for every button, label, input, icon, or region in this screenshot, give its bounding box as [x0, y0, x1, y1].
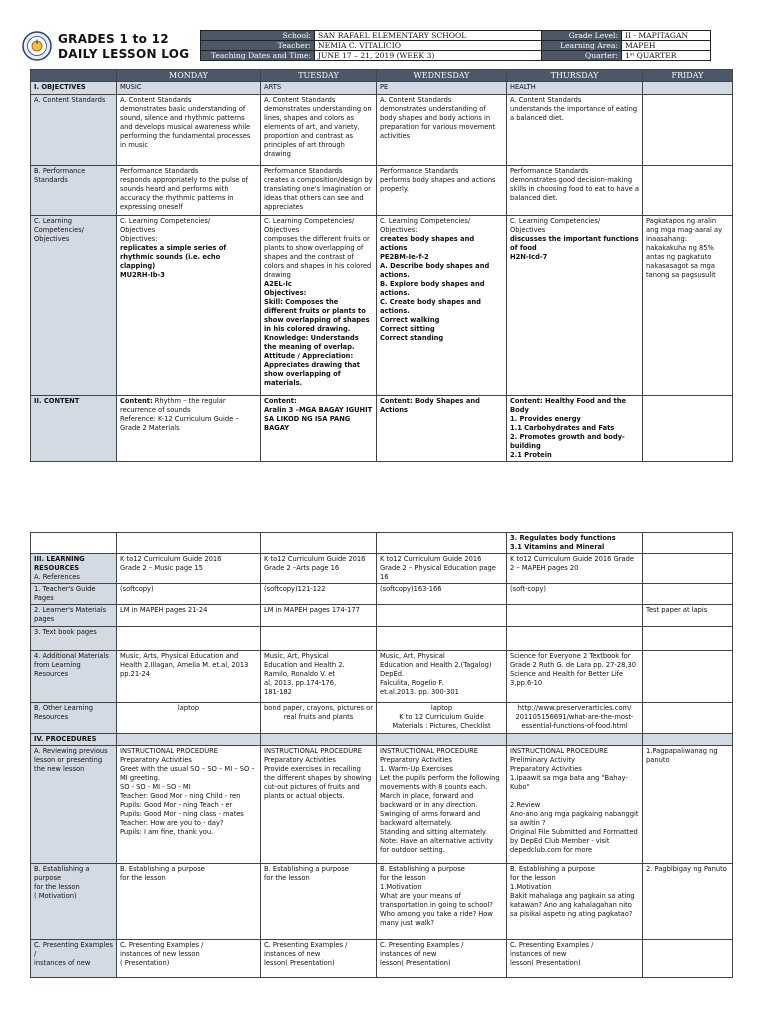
resources-mon: K to12 Curriculum Guide 2016 Grade 2 – Music page 15	[117, 554, 261, 584]
procedures-wed	[377, 734, 507, 746]
quarter-value: 1ˢᵗ QUARTER	[622, 51, 711, 61]
grade-level-value: II - MAPITAGAN	[622, 31, 711, 41]
teacher-label: Teacher:	[201, 41, 315, 51]
content-row	[31, 396, 733, 462]
continued-mon	[117, 533, 261, 554]
content-mon-text: Rhythm – the regular recurrence of sounds Reference: K-12 Curriculum Guide – Grade 2 Materials	[120, 397, 239, 432]
additional-materials-mon: Music, Arts, Physical Education and Health 2.Illagan, Amelia M. et.al, 2013 pp.21-24	[117, 651, 261, 703]
procedures-mon	[117, 734, 261, 746]
reviewing-lesson-thu: INSTRUCTIONAL PROCEDURE Preliminary Activity Preparatory Activities 1.Ipaawit sa mga bata ang "Bahay-Kubo" 2.Review Ano-ano ang mga pagkaing nabanggit sa awitin ? Original File Submitted and Formatted by DepEd Club Member - visit depedclub.com for more	[507, 746, 643, 864]
lesson-log-table-page-1	[30, 69, 733, 462]
procedures-fri	[643, 734, 733, 746]
objectives-wed: PE	[377, 82, 507, 95]
presenting-examples-fri	[643, 940, 733, 978]
day-friday: FRIDAY	[643, 70, 733, 82]
content-standards-thu: A. Content Standards understands the importance of eating a balanced diet.	[507, 95, 643, 166]
textbook-pages-tue	[261, 627, 377, 651]
objectives-tue: ARTS	[261, 82, 377, 95]
establishing-purpose-row	[31, 864, 733, 940]
content-label: II. CONTENT	[31, 396, 117, 462]
teachers-guide-mon: (softcopy)	[117, 584, 261, 605]
day-header-row	[31, 70, 733, 82]
competencies-mon	[117, 216, 261, 396]
objectives-thu: HEALTH	[507, 82, 643, 95]
continued-tue	[261, 533, 377, 554]
learning-resources-heading: III. LEARNING RESOURCES	[34, 555, 85, 572]
competencies-mon-objective: replicates a simple series of rhythmic sounds (i.e. echo clapping) MU2RH-Ib-3	[120, 244, 227, 279]
references-label: A. References	[34, 573, 80, 581]
presenting-examples-thu: C. Presenting Examples / instances of new lesson( Presentation)	[507, 940, 643, 978]
content-standards-row	[31, 95, 733, 166]
teaching-dates-value: JUNE 17 – 21, 2019 (WEEK 3)	[315, 51, 542, 61]
learning-resources-row	[31, 554, 733, 584]
quarter-label: Quarter:	[542, 51, 622, 61]
day-tuesday: TUESDAY	[261, 70, 377, 82]
competencies-thu-objective: discusses the important functions of food H2N-Icd-7	[510, 235, 639, 261]
teachers-guide-thu: (soft-copy)	[507, 584, 643, 605]
teachers-guide-fri	[643, 584, 733, 605]
establishing-purpose-tue: B. Establishing a purpose for the lesson	[261, 864, 377, 940]
deped-seal-icon	[22, 31, 52, 61]
other-resources-mon: laptop	[117, 703, 261, 734]
presenting-examples-label: C. Presenting Examples / instances of new	[31, 940, 117, 978]
title-line-1: GRADES 1 to 12	[58, 32, 169, 46]
presenting-examples-wed: C. Presenting Examples / instances of new lesson( Presentation)	[377, 940, 507, 978]
textbook-pages-row	[31, 627, 733, 651]
establishing-purpose-mon: B. Establishing a purpose for the lesson	[117, 864, 261, 940]
reviewing-lesson-row	[31, 746, 733, 864]
learners-materials-thu	[507, 605, 643, 627]
procedures-row	[31, 734, 733, 746]
presenting-examples-tue: C. Presenting Examples / instances of new lesson( Presentation)	[261, 940, 377, 978]
other-resources-fri	[643, 703, 733, 734]
teachers-guide-row	[31, 584, 733, 605]
establishing-purpose-wed: B. Establishing a purpose for the lesson 1.Motivation What are your means of transportation in going to school? Who among you take a ride? How many just walk?	[377, 864, 507, 940]
continued-label	[31, 533, 117, 554]
title-line-2: DAILY LESSON LOG	[58, 47, 190, 61]
competencies-mon-text: C. Learning Competencies/ Objectives Objectives:	[120, 217, 211, 243]
learning-area-label: Learning Area:	[542, 41, 622, 51]
additional-materials-tue: Music, Art, Physical Education and Health 2. Ramilo, Ronaldo V. et al, 2013. pp.174-176, 181-182	[261, 651, 377, 703]
teachers-guide-label: 1. Teacher's Guide Pages	[31, 584, 117, 605]
textbook-pages-mon	[117, 627, 261, 651]
learning-resources-label	[31, 554, 117, 584]
content-mon-heading: Content:	[120, 397, 153, 405]
lesson-log-table-page-2	[30, 532, 733, 978]
establishing-purpose-fri: 2. Pagbibigay ng Panuto	[643, 864, 733, 940]
textbook-pages-wed	[377, 627, 507, 651]
content-standards-wed: A. Content Standards demonstrates understanding of body shapes and body actions in preparation for various movement activities	[377, 95, 507, 166]
continued-fri	[643, 533, 733, 554]
textbook-pages-fri	[643, 627, 733, 651]
document-title	[58, 32, 189, 62]
competencies-wed-objective: creates body shapes and actions PE2BM-Ie-f-2 A. Describe body shapes and actions. B. Explore body shapes and actions. C. Create body shapes and actions. Correct walking Correct sitting Correct standing	[380, 235, 490, 342]
content-fri	[643, 396, 733, 462]
day-monday: MONDAY	[117, 70, 261, 82]
other-resources-thu: http://www.preserverarticles.com/ 201105156691/what-are-the-most-essential-functions-of-food.html	[507, 703, 643, 734]
continued-wed	[377, 533, 507, 554]
learning-area-value: MAPEH	[622, 41, 711, 51]
competencies-tue-text: C. Learning Competencies/ Objectives composes the different fruits or plants to show overlapping of shapes and the contrast of colors and shapes in his colored drawing	[264, 217, 372, 279]
learning-competencies-label: C. Learning Competencies/ Objectives	[31, 216, 117, 396]
teacher-value: NEMIA C. VITALICIO	[315, 41, 542, 51]
performance-standards-fri	[643, 166, 733, 216]
performance-standards-thu: Performance Standards demonstrates good decision-making skills in choosing food to eat to have a balanced diet.	[507, 166, 643, 216]
day-thursday: THURSDAY	[507, 70, 643, 82]
other-resources-label: B. Other Learning Resources	[31, 703, 117, 734]
presenting-examples-row	[31, 940, 733, 978]
resources-wed: K to12 Curriculum Guide 2016 Grade 2 – Physical Education page 16	[377, 554, 507, 584]
competencies-fri: Pagkatapos ng aralin ang mga mag-aaral ay inaasahang: nakakakuha ng 85% antas ng pagkatuto nakasasagot sa mga tanong sa pagsusulit	[643, 216, 733, 396]
content-standards-fri	[643, 95, 733, 166]
learners-materials-fri: Test paper at lapis	[643, 605, 733, 627]
teachers-guide-tue: (softcopy)121-122	[261, 584, 377, 605]
school-info-table	[200, 30, 711, 61]
competencies-wed-text: C. Learning Competencies/ Objectives:	[380, 217, 471, 234]
resources-tue: K to12 Curriculum Guide 2016 Grade 2 –Arts page 16	[261, 554, 377, 584]
learners-materials-row	[31, 605, 733, 627]
competencies-tue	[261, 216, 377, 396]
content-wed: Content: Body Shapes and Actions	[377, 396, 507, 462]
competencies-thu	[507, 216, 643, 396]
resources-fri	[643, 554, 733, 584]
reviewing-lesson-label: A. Reviewing previous lesson or presenting the new lesson	[31, 746, 117, 864]
performance-standards-label: B. Performance Standards	[31, 166, 117, 216]
textbook-pages-thu	[507, 627, 643, 651]
learning-competencies-row	[31, 216, 733, 396]
content-standards-label: A. Content Standards	[31, 95, 117, 166]
learners-materials-label: 2. Learner's Materials pages	[31, 605, 117, 627]
objectives-mon: MUSIC	[117, 82, 261, 95]
reviewing-lesson-mon: INSTRUCTIONAL PROCEDURE Preparatory Activities Greet with the usual SO – SO – MI – SO – MI greeting. SO - SO - MI - SO - MI Teacher: Good Mor - ning Child - ren Pupils: Good Mor - ning Teach - er Pupils: Good Mor - ning class - mates Teacher: How are you to - day? Pupils: I am fine, thank you.	[117, 746, 261, 864]
day-wednesday: WEDNESDAY	[377, 70, 507, 82]
school-value: SAN RAFAEL ELEMENTARY SCHOOL	[315, 31, 542, 41]
learners-materials-tue: LM in MAPEH pages 174-177	[261, 605, 377, 627]
presenting-examples-mon: C. Presenting Examples / instances of new lesson ( Presentation)	[117, 940, 261, 978]
objectives-label: I. OBJECTIVES	[31, 82, 117, 95]
grade-level-label: Grade Level:	[542, 31, 622, 41]
competencies-wed	[377, 216, 507, 396]
additional-materials-row	[31, 651, 733, 703]
content-tue: Content: Aralin 3 –MGA BAGAY IGUHIT SA LIKOD NG ISA PANG BAGAY	[261, 396, 377, 462]
continued-thu: 3. Regulates body functions 3.1 Vitamins and Mineral	[507, 533, 643, 554]
reviewing-lesson-fri: 1.Pagpapaliwanag ng panuto	[643, 746, 733, 864]
additional-materials-fri	[643, 651, 733, 703]
additional-materials-wed: Music, Art, Physical Education and Health 2.(Tagalog) DepEd. Falculita, Rogelio F. et.al.2013. pp. 300-301	[377, 651, 507, 703]
procedures-label: IV. PROCEDURES	[31, 734, 117, 746]
resources-thu: K to12 Curriculum Guide 2016 Grade 2 – MAPEH pages 20	[507, 554, 643, 584]
performance-standards-tue: Performance Standards creates a composition/design by translating one's imagination or ideas that others can see and appreciates	[261, 166, 377, 216]
additional-materials-label: 4. Additional Materials from Learning Resources	[31, 651, 117, 703]
establishing-purpose-thu: B. Establishing a purpose for the lesson 1.Motivation Bakit mahalaga ang pagkain sa ating katawan? Ano ang kahalagahan nito sa pisikal aspeto ng ating pagkatao?	[507, 864, 643, 940]
reviewing-lesson-tue: INSTRUCTIONAL PROCEDURE Preparatory Activities Provide exercises in recalling the different shapes by showing cut-out pictures of fruits and plants or actual objects.	[261, 746, 377, 864]
performance-standards-row	[31, 166, 733, 216]
content-standards-tue: A. Content Standards demonstrates understanding on lines, shapes and colors as elements of art, and variety, proportion and contrast as principles of art through drawing	[261, 95, 377, 166]
teaching-dates-label: Teaching Dates and Time:	[201, 51, 315, 61]
establishing-purpose-label: B. Establishing a purpose for the lesson ( Motivation)	[31, 864, 117, 940]
content-continued-row	[31, 533, 733, 554]
corner-cell	[31, 70, 117, 82]
other-resources-row	[31, 703, 733, 734]
content-standards-mon: A. Content Standards demonstrates basic understanding of sound, silence and rhythmic patterns and develops musical awareness while performing the fundamental processes in music	[117, 95, 261, 166]
learners-materials-mon: LM in MAPEH pages 21-24	[117, 605, 261, 627]
objectives-row	[31, 82, 733, 95]
learners-materials-wed	[377, 605, 507, 627]
school-label: School:	[201, 31, 315, 41]
objectives-fri	[643, 82, 733, 95]
performance-standards-mon: Performance Standards responds appropriately to the pulse of sounds heard and performs with accuracy the rhythmic patterns in expressing oneself	[117, 166, 261, 216]
reviewing-lesson-wed: INSTRUCTIONAL PROCEDURE Preparatory Activities 1. Warm-Up Exercises Let the pupils perform the following movements with 8 counts each. March in place, forward and backward or in any direction. Swinging of arms forward and backward alternately. Standing and sitting alternately. Note: Have an alternative activity for outdoor setting.	[377, 746, 507, 864]
procedures-thu	[507, 734, 643, 746]
other-resources-wed: laptop K to 12 Curriculum Guide Materials : Pictures, Checklist	[377, 703, 507, 734]
content-thu: Content: Healthy Food and the Body 1. Provides energy 1.1 Carbohydrates and Fats 2. Promotes growth and body-building 2.1 Protein	[507, 396, 643, 462]
performance-standards-wed: Performance Standards performs body shapes and actions properly.	[377, 166, 507, 216]
additional-materials-thu: Science for Everyone 2 Textbook for Grade 2 Ruth G. de Lara pp. 27-28,30 Science and Health for Better Life 3,pp.6-10	[507, 651, 643, 703]
other-resources-tue: bond paper, crayons, pictures or real fruits and plants	[261, 703, 377, 734]
teachers-guide-wed: (softcopy)163-166	[377, 584, 507, 605]
content-mon	[117, 396, 261, 462]
competencies-thu-text: C. Learning Competencies/ Objectives	[510, 217, 601, 234]
textbook-pages-label: 3. Text book pages	[31, 627, 117, 651]
procedures-tue	[261, 734, 377, 746]
competencies-tue-objective: A2EL-Ic Objectives: Skill: Composes the different fruits or plants to show overlapping of shapes in his colored drawing. Knowledge: Understands the meaning of overlap. Attitude / Appreciation: Appreciates drawing that show overlapping of materials.	[264, 280, 370, 387]
